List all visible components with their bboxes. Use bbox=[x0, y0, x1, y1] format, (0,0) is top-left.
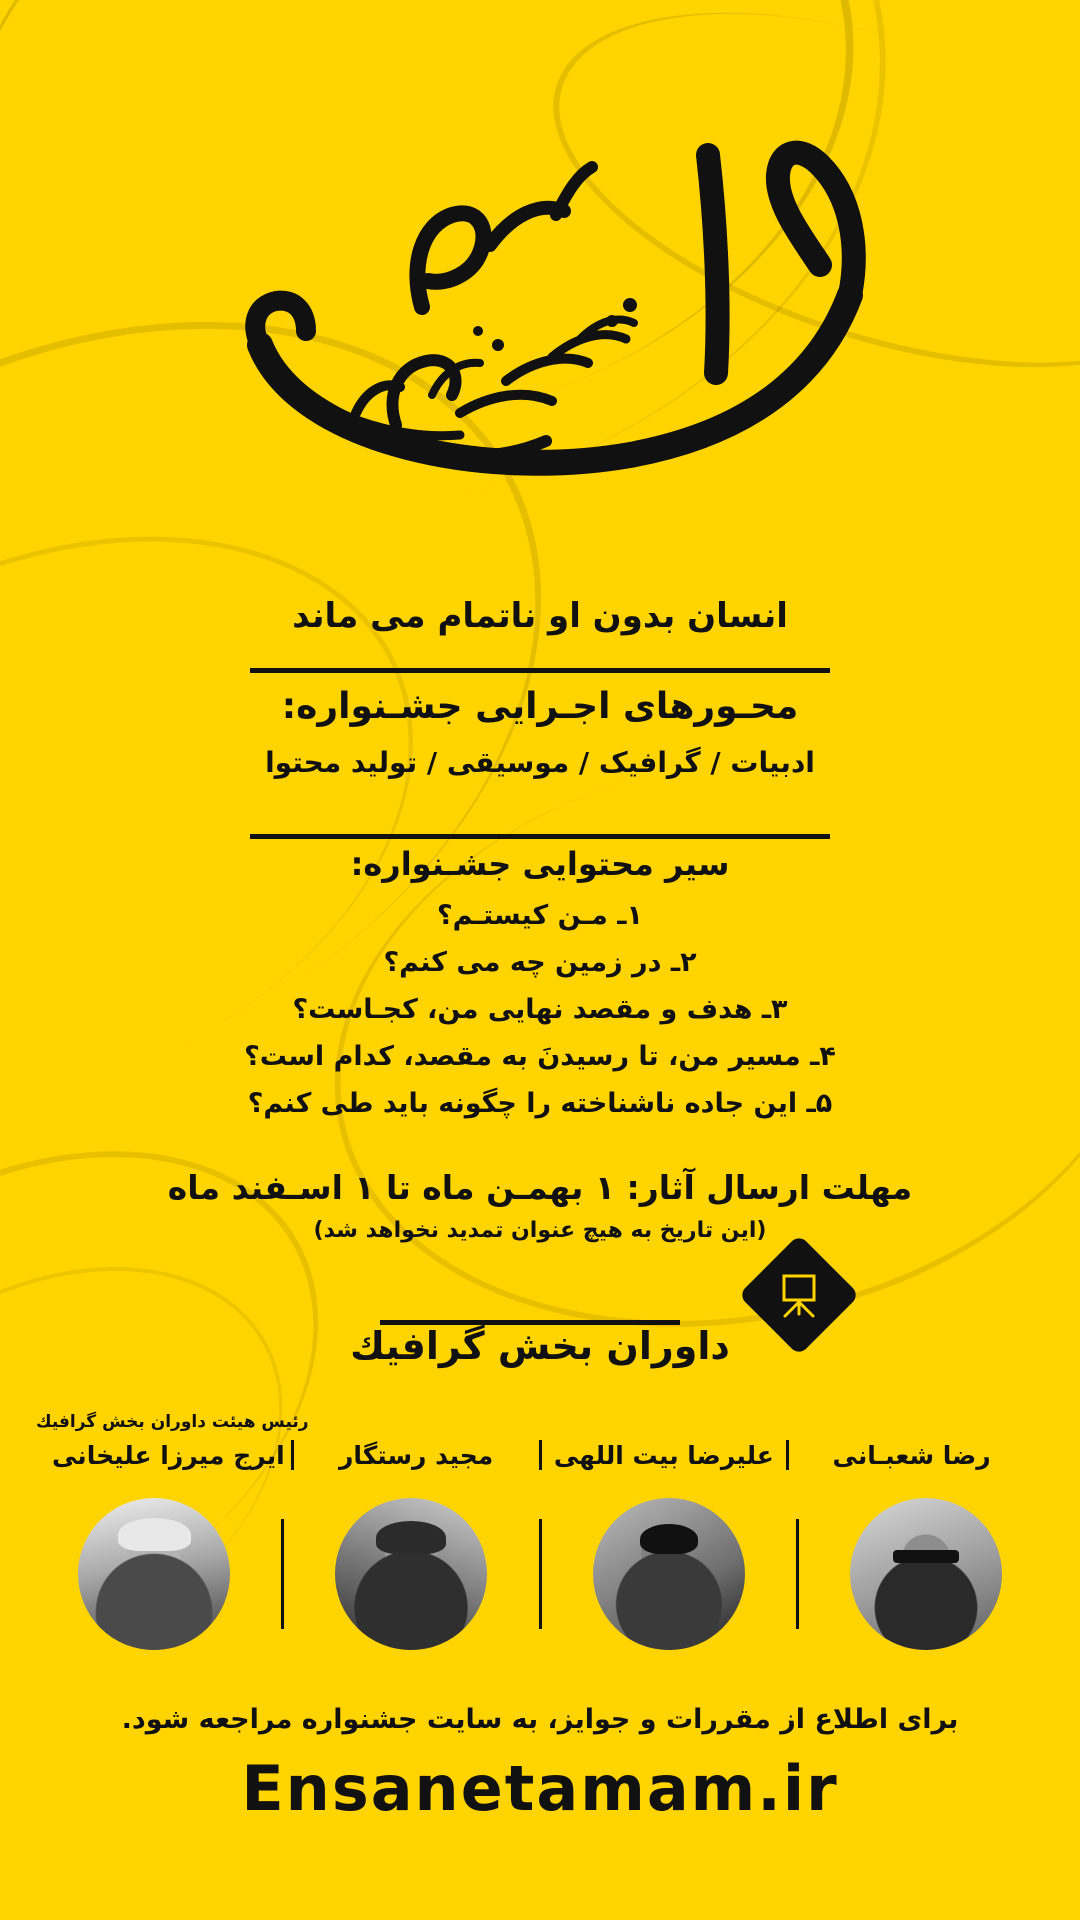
list-item: ۳ـ هدف و مقصد نهایی من، کجـاست؟ bbox=[292, 994, 788, 1025]
url-tld: ir bbox=[782, 1752, 839, 1825]
axes-heading: محـورهای اجـرایی جشـنواره: bbox=[281, 686, 799, 727]
url-name: Ensanetamam bbox=[241, 1752, 758, 1825]
axes-list: ادبیات / گرافیک / موسیقی / تولید محتوا bbox=[265, 746, 815, 779]
separator bbox=[539, 1519, 542, 1629]
divider bbox=[250, 834, 830, 839]
jury-member-name: ایرج میرزا علیخانی bbox=[52, 1440, 285, 1470]
footer-note: برای اطلاع از مقررات و جوایز، به سایت جشنواره مراجعه شود. bbox=[121, 1704, 959, 1735]
separator bbox=[796, 1519, 799, 1629]
separator bbox=[786, 1440, 789, 1470]
separator bbox=[291, 1440, 294, 1470]
tagline: انسان بدون او ناتمام می ماند bbox=[292, 596, 788, 636]
festival-logo bbox=[0, 95, 1080, 495]
list-item: ۴ـ مسیر من، تا رسیدنَ به مقصد، کدام است؟ bbox=[244, 1041, 836, 1072]
jury-names-row bbox=[0, 1440, 1080, 1470]
questions-list bbox=[0, 900, 1080, 1135]
festival-website-url[interactable] bbox=[0, 1752, 1080, 1825]
jury-section-title: داوران بخش گرافیك bbox=[350, 1324, 730, 1368]
avatar bbox=[78, 1498, 230, 1650]
list-item: ۲ـ در زمین چه می کنم؟ bbox=[383, 947, 697, 978]
decorative-swoosh bbox=[0, 1184, 355, 1756]
list-item: ۱ـ مـن کیستـم؟ bbox=[436, 900, 644, 931]
jury-chair-label-text: رئیس هیئت داوران بخش گرافیك bbox=[36, 1412, 309, 1432]
deadline-note: (این تاریخ به هیچ عنوان تمدید نخواهد شد) bbox=[313, 1218, 767, 1243]
separator bbox=[539, 1440, 542, 1470]
jury-member-name: رضا شعبـانی bbox=[832, 1440, 991, 1470]
avatar bbox=[850, 1498, 1002, 1650]
url-dot: . bbox=[757, 1752, 783, 1825]
divider bbox=[250, 668, 830, 673]
jury-member-name: مجید رستگار bbox=[338, 1440, 494, 1470]
avatar bbox=[335, 1498, 487, 1650]
content-heading: سیر محتوایی جشـنواره: bbox=[350, 845, 730, 883]
list-item: ۵ـ این جاده ناشناخته را چگونه باید طی کنم؟ bbox=[247, 1088, 833, 1119]
jury-chair-label bbox=[0, 1412, 1040, 1432]
jury-portraits-row bbox=[0, 1498, 1080, 1650]
avatar bbox=[593, 1498, 745, 1650]
deadline-text: مهلت ارسال آثار: ۱ بهمـن ماه تا ۱ اسـفند ماه bbox=[167, 1168, 913, 1207]
separator bbox=[281, 1519, 284, 1629]
jury-member-name: علیرضا بیت اللهی bbox=[553, 1440, 774, 1470]
